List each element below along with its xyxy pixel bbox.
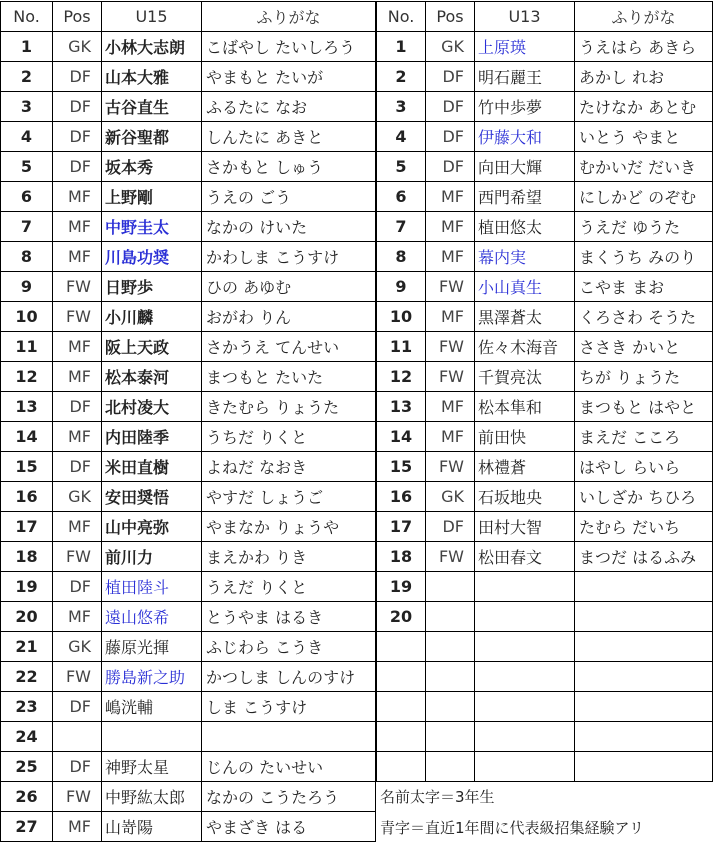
u13-header-no: No. — [377, 2, 426, 32]
u13-table-row — [377, 722, 713, 752]
bold-legend-note: 名前太字＝3年生 — [380, 788, 495, 806]
u13-cell-name: 向田大輝 — [475, 152, 575, 182]
u13-cell-name — [475, 692, 575, 722]
u15-cell-no: 3 — [1, 92, 53, 122]
u13-cell-pos: GK — [426, 32, 475, 62]
u15-cell-pos: DF — [53, 152, 102, 182]
u15-cell-no: 10 — [1, 302, 53, 332]
u15-cell-pos: DF — [53, 62, 102, 92]
u15-cell-pos: MF — [53, 332, 102, 362]
u13-cell-furigana — [575, 752, 713, 782]
u13-cell-furigana: たけなか あとむ — [575, 92, 713, 122]
u13-cell-furigana — [575, 692, 713, 722]
u15-cell-furigana: まつもと たいた — [202, 362, 376, 392]
u13-cell-furigana: たむら だいち — [575, 512, 713, 542]
u15-cell-name: 中野紘太郎 — [102, 782, 202, 812]
u13-table-row — [377, 482, 713, 512]
u15-cell-name: 阪上天政 — [102, 332, 202, 362]
u13-cell-furigana: こやま まお — [575, 272, 713, 302]
u13-cell-pos: FW — [426, 542, 475, 572]
u13-table-row — [377, 272, 713, 302]
u15-cell-name: 米田直樹 — [102, 452, 202, 482]
u13-cell-no — [377, 662, 426, 692]
u13-cell-pos: GK — [426, 482, 475, 512]
u15-cell-pos: GK — [53, 32, 102, 62]
u13-cell-no: 20 — [377, 602, 426, 632]
u13-cell-no: 8 — [377, 242, 426, 272]
u13-cell-no: 11 — [377, 332, 426, 362]
u13-table-row — [377, 422, 713, 452]
u13-cell-name: 植田悠太 — [475, 212, 575, 242]
u13-cell-name: 明石麗王 — [475, 62, 575, 92]
u13-table-row — [377, 452, 713, 482]
u15-cell-no: 27 — [1, 812, 53, 842]
u15-cell-name: 山本大雅 — [102, 62, 202, 92]
u13-table-row — [377, 122, 713, 152]
u13-cell-no: 7 — [377, 212, 426, 242]
u13-cell-pos: FW — [426, 332, 475, 362]
u13-cell-furigana — [575, 632, 713, 662]
u13-table-row — [377, 512, 713, 542]
u15-cell-furigana: なかの こうたろう — [202, 782, 376, 812]
u13-cell-furigana — [575, 602, 713, 632]
u13-cell-name: 田村大智 — [475, 512, 575, 542]
u13-cell-name: 石坂地央 — [475, 482, 575, 512]
u13-cell-no: 1 — [377, 32, 426, 62]
u13-cell-furigana: いとう やまと — [575, 122, 713, 152]
u15-cell-name: 上野剛 — [102, 182, 202, 212]
u15-cell-furigana: まえかわ りき — [202, 542, 376, 572]
u13-cell-no: 12 — [377, 362, 426, 392]
u13-cell-no: 13 — [377, 392, 426, 422]
u13-table-row — [377, 182, 713, 212]
u13-cell-furigana: あかし れお — [575, 62, 713, 92]
u13-cell-pos — [426, 662, 475, 692]
u15-cell-pos: DF — [53, 692, 102, 722]
u15-cell-no: 8 — [1, 242, 53, 272]
u13-cell-name — [475, 602, 575, 632]
u13-cell-furigana: ちが りょうた — [575, 362, 713, 392]
u15-cell-no: 9 — [1, 272, 53, 302]
u15-cell-no: 7 — [1, 212, 53, 242]
u15-header-furigana: ふりがな — [202, 2, 376, 32]
u15-table-row — [1, 602, 376, 632]
u15-cell-furigana: やまもと たいが — [202, 62, 376, 92]
u15-cell-furigana: なかの けいた — [202, 212, 376, 242]
u13-cell-no: 14 — [377, 422, 426, 452]
u15-cell-name: 川島功奨 — [102, 242, 202, 272]
u15-cell-no: 26 — [1, 782, 53, 812]
u15-cell-name: 安田奨悟 — [102, 482, 202, 512]
u15-table-row — [1, 272, 376, 302]
u13-cell-furigana: はやし らいら — [575, 452, 713, 482]
u15-header-pos: Pos — [53, 2, 102, 32]
u15-cell-furigana: やまざき はる — [202, 812, 376, 842]
u15-cell-name: 松本泰河 — [102, 362, 202, 392]
u15-cell-no: 4 — [1, 122, 53, 152]
u13-cell-no — [377, 632, 426, 662]
u13-cell-pos: MF — [426, 242, 475, 272]
u15-table-row — [1, 32, 376, 62]
u13-cell-furigana: むかいだ だいき — [575, 152, 713, 182]
u15-cell-name: 嶋洸輔 — [102, 692, 202, 722]
u15-cell-furigana: しんたに あきと — [202, 122, 376, 152]
u13-cell-furigana: まえだ こころ — [575, 422, 713, 452]
u15-cell-no: 19 — [1, 572, 53, 602]
u13-cell-pos: MF — [426, 302, 475, 332]
u13-table-row — [377, 752, 713, 782]
u15-cell-pos: MF — [53, 362, 102, 392]
u13-cell-name — [475, 632, 575, 662]
u13-cell-furigana — [575, 722, 713, 752]
u15-cell-furigana: うちだ りくと — [202, 422, 376, 452]
u13-roster-table — [376, 1, 713, 782]
u15-table-row — [1, 152, 376, 182]
u15-table-row — [1, 782, 376, 812]
u13-roster-body — [377, 32, 713, 782]
u13-cell-furigana: にしかど のぞむ — [575, 182, 713, 212]
u15-cell-no: 16 — [1, 482, 53, 512]
u13-cell-no: 18 — [377, 542, 426, 572]
u15-cell-furigana: ふじわら こうき — [202, 632, 376, 662]
u15-table-row — [1, 542, 376, 572]
u15-cell-pos: FW — [53, 302, 102, 332]
u15-cell-no: 25 — [1, 752, 53, 782]
u15-table-row — [1, 692, 376, 722]
u13-cell-no — [377, 692, 426, 722]
u15-cell-pos: MF — [53, 182, 102, 212]
u13-cell-no: 3 — [377, 92, 426, 122]
u15-cell-name — [102, 722, 202, 752]
u13-cell-no: 4 — [377, 122, 426, 152]
u15-cell-pos: MF — [53, 242, 102, 272]
u15-cell-furigana: かわしま こうすけ — [202, 242, 376, 272]
u13-cell-name: 黒澤蒼太 — [475, 302, 575, 332]
u15-table-row — [1, 392, 376, 422]
u15-cell-name: 坂本秀 — [102, 152, 202, 182]
u15-cell-no: 13 — [1, 392, 53, 422]
u13-cell-no: 16 — [377, 482, 426, 512]
u15-cell-name: 山嵜陽 — [102, 812, 202, 842]
u15-cell-no: 1 — [1, 32, 53, 62]
u15-cell-furigana — [202, 722, 376, 752]
u13-cell-pos: MF — [426, 422, 475, 452]
u15-table-row — [1, 632, 376, 662]
u15-table-row — [1, 62, 376, 92]
u15-cell-name: 藤原光揮 — [102, 632, 202, 662]
u15-cell-pos: DF — [53, 92, 102, 122]
u15-cell-no: 17 — [1, 512, 53, 542]
u13-table-row — [377, 302, 713, 332]
u13-cell-name — [475, 572, 575, 602]
u15-cell-pos: FW — [53, 662, 102, 692]
u13-cell-no — [377, 752, 426, 782]
u15-cell-furigana: しま こうすけ — [202, 692, 376, 722]
u13-cell-name: 佐々木海音 — [475, 332, 575, 362]
u13-table-row — [377, 332, 713, 362]
u13-table-row — [377, 242, 713, 272]
u15-cell-no: 23 — [1, 692, 53, 722]
u15-cell-no: 22 — [1, 662, 53, 692]
u15-cell-pos: GK — [53, 632, 102, 662]
u13-cell-name — [475, 722, 575, 752]
u13-cell-name — [475, 752, 575, 782]
u15-header-no: No. — [1, 2, 53, 32]
u13-cell-name: 林禮蒼 — [475, 452, 575, 482]
u15-cell-name: 中野圭太 — [102, 212, 202, 242]
u15-cell-pos — [53, 722, 102, 752]
u13-cell-name: 松本隼和 — [475, 392, 575, 422]
u13-cell-furigana — [575, 662, 713, 692]
blue-legend-note: 青字＝直近1年間に代表級招集経験アリ — [380, 819, 644, 837]
u13-table-row — [377, 392, 713, 422]
u15-cell-furigana: やすだ しょうご — [202, 482, 376, 512]
u13-cell-pos — [426, 572, 475, 602]
u15-cell-furigana: うえの ごう — [202, 182, 376, 212]
u15-table-row — [1, 302, 376, 332]
u13-cell-pos: FW — [426, 452, 475, 482]
u15-header-name: U15 — [102, 2, 202, 32]
u13-table-row — [377, 32, 713, 62]
u15-table-row — [1, 212, 376, 242]
u15-cell-furigana: ふるたに なお — [202, 92, 376, 122]
u15-cell-pos: MF — [53, 422, 102, 452]
u13-cell-no: 15 — [377, 452, 426, 482]
u13-cell-pos: FW — [426, 272, 475, 302]
u13-header-furigana: ふりがな — [575, 2, 713, 32]
u13-cell-pos: DF — [426, 152, 475, 182]
u15-cell-furigana: おがわ りん — [202, 302, 376, 332]
u15-cell-name: 内田陸季 — [102, 422, 202, 452]
u13-cell-pos: MF — [426, 212, 475, 242]
u15-cell-name: 神野太星 — [102, 752, 202, 782]
u15-cell-pos: MF — [53, 812, 102, 842]
u15-table-row — [1, 752, 376, 782]
u15-cell-pos: DF — [53, 392, 102, 422]
u15-table-row — [1, 92, 376, 122]
u15-cell-pos: DF — [53, 752, 102, 782]
u13-cell-pos: DF — [426, 62, 475, 92]
u15-table-row — [1, 572, 376, 602]
u15-cell-no: 15 — [1, 452, 53, 482]
u15-cell-pos: FW — [53, 272, 102, 302]
u13-table-row — [377, 92, 713, 122]
u15-cell-furigana: かつしま しんのすけ — [202, 662, 376, 692]
u13-cell-pos: FW — [426, 362, 475, 392]
u13-cell-pos: MF — [426, 392, 475, 422]
u15-cell-no: 2 — [1, 62, 53, 92]
u15-cell-furigana: うえだ りくと — [202, 572, 376, 602]
u15-table-row — [1, 122, 376, 152]
u15-cell-pos: DF — [53, 572, 102, 602]
u13-table-row — [377, 692, 713, 722]
u15-table-row — [1, 362, 376, 392]
u15-cell-furigana: さかうえ てんせい — [202, 332, 376, 362]
u13-table-row — [377, 62, 713, 92]
u15-header-row — [1, 2, 376, 32]
u15-cell-furigana: きたむら りょうた — [202, 392, 376, 422]
u13-cell-furigana: まつもと はやと — [575, 392, 713, 422]
u15-cell-furigana: ひの あゆむ — [202, 272, 376, 302]
u15-cell-pos: DF — [53, 122, 102, 152]
u15-roster-table — [0, 1, 376, 842]
u13-cell-name: 千賀亮汰 — [475, 362, 575, 392]
u15-cell-name: 前川力 — [102, 542, 202, 572]
u15-table-row — [1, 452, 376, 482]
u15-cell-pos: MF — [53, 512, 102, 542]
u13-cell-furigana: うえだ ゆうた — [575, 212, 713, 242]
u15-cell-name: 山中亮弥 — [102, 512, 202, 542]
u13-cell-name: 小山真生 — [475, 272, 575, 302]
u15-cell-name: 勝島新之助 — [102, 662, 202, 692]
u15-table-row — [1, 662, 376, 692]
u15-table-row — [1, 332, 376, 362]
u15-cell-furigana: さかもと しゅう — [202, 152, 376, 182]
u15-cell-no: 11 — [1, 332, 53, 362]
u13-cell-pos: DF — [426, 92, 475, 122]
u13-cell-name: 前田快 — [475, 422, 575, 452]
u15-cell-furigana: じんの たいせい — [202, 752, 376, 782]
u15-cell-furigana: やまなか りょうや — [202, 512, 376, 542]
u15-cell-name: 小川麟 — [102, 302, 202, 332]
u15-cell-name: 北村凌大 — [102, 392, 202, 422]
u13-table-row — [377, 212, 713, 242]
u15-cell-pos: GK — [53, 482, 102, 512]
u13-cell-no: 9 — [377, 272, 426, 302]
u15-cell-pos: FW — [53, 542, 102, 572]
u13-cell-pos: DF — [426, 512, 475, 542]
u15-cell-pos: MF — [53, 212, 102, 242]
u15-cell-no: 5 — [1, 152, 53, 182]
u13-cell-pos — [426, 722, 475, 752]
u15-cell-name: 遠山悠希 — [102, 602, 202, 632]
u13-header-row — [377, 2, 713, 32]
u13-header-name: U13 — [475, 2, 575, 32]
u13-cell-no: 5 — [377, 152, 426, 182]
u13-cell-pos — [426, 752, 475, 782]
u13-cell-furigana: ささき かいと — [575, 332, 713, 362]
u13-cell-pos — [426, 632, 475, 662]
u15-cell-name: 古谷直生 — [102, 92, 202, 122]
u15-cell-pos: MF — [53, 602, 102, 632]
u13-cell-name: 竹中歩夢 — [475, 92, 575, 122]
u13-cell-no: 6 — [377, 182, 426, 212]
u15-table-row — [1, 242, 376, 272]
u13-cell-no: 2 — [377, 62, 426, 92]
u15-table-row — [1, 812, 376, 842]
u13-table-row — [377, 572, 713, 602]
u13-cell-pos: MF — [426, 182, 475, 212]
u13-cell-furigana: まくうち みのり — [575, 242, 713, 272]
u13-table-row — [377, 602, 713, 632]
u15-cell-name: 日野歩 — [102, 272, 202, 302]
u13-cell-furigana: まつだ はるふみ — [575, 542, 713, 572]
u15-roster-body — [1, 32, 376, 842]
u15-cell-pos: DF — [53, 452, 102, 482]
u13-cell-furigana: いしざか ちひろ — [575, 482, 713, 512]
u15-table-row — [1, 482, 376, 512]
u13-table-row — [377, 632, 713, 662]
u13-cell-name: 幕内実 — [475, 242, 575, 272]
u15-cell-no: 12 — [1, 362, 53, 392]
u13-table-row — [377, 362, 713, 392]
u13-cell-name: 伊藤大和 — [475, 122, 575, 152]
u15-cell-no: 14 — [1, 422, 53, 452]
u13-cell-furigana — [575, 572, 713, 602]
u13-cell-furigana: うえはら あきら — [575, 32, 713, 62]
u15-cell-no: 20 — [1, 602, 53, 632]
u15-cell-name: 小林大志朗 — [102, 32, 202, 62]
u15-cell-no: 18 — [1, 542, 53, 572]
u15-cell-furigana: よねだ なおき — [202, 452, 376, 482]
u13-table-row — [377, 662, 713, 692]
u15-table-row — [1, 422, 376, 452]
u13-cell-no — [377, 722, 426, 752]
u13-table-row — [377, 542, 713, 572]
u13-cell-name: 上原瑛 — [475, 32, 575, 62]
u13-cell-furigana: くろさわ そうた — [575, 302, 713, 332]
u15-cell-name: 新谷聖都 — [102, 122, 202, 152]
u15-table-row — [1, 512, 376, 542]
u15-table-row — [1, 722, 376, 752]
u15-cell-pos: FW — [53, 782, 102, 812]
u13-cell-pos — [426, 602, 475, 632]
u13-cell-no: 10 — [377, 302, 426, 332]
u13-header-pos: Pos — [426, 2, 475, 32]
u15-cell-no: 6 — [1, 182, 53, 212]
u15-table-row — [1, 182, 376, 212]
u15-cell-no: 24 — [1, 722, 53, 752]
u13-table-row — [377, 152, 713, 182]
u13-cell-name — [475, 662, 575, 692]
u13-cell-pos — [426, 692, 475, 722]
u13-cell-pos: DF — [426, 122, 475, 152]
u13-cell-no: 17 — [377, 512, 426, 542]
u13-cell-no: 19 — [377, 572, 426, 602]
u13-cell-name: 松田春文 — [475, 542, 575, 572]
u15-cell-no: 21 — [1, 632, 53, 662]
u13-cell-name: 西門希望 — [475, 182, 575, 212]
u15-cell-name: 植田陸斗 — [102, 572, 202, 602]
u15-cell-furigana: とうやま はるき — [202, 602, 376, 632]
u15-cell-furigana: こばやし たいしろう — [202, 32, 376, 62]
